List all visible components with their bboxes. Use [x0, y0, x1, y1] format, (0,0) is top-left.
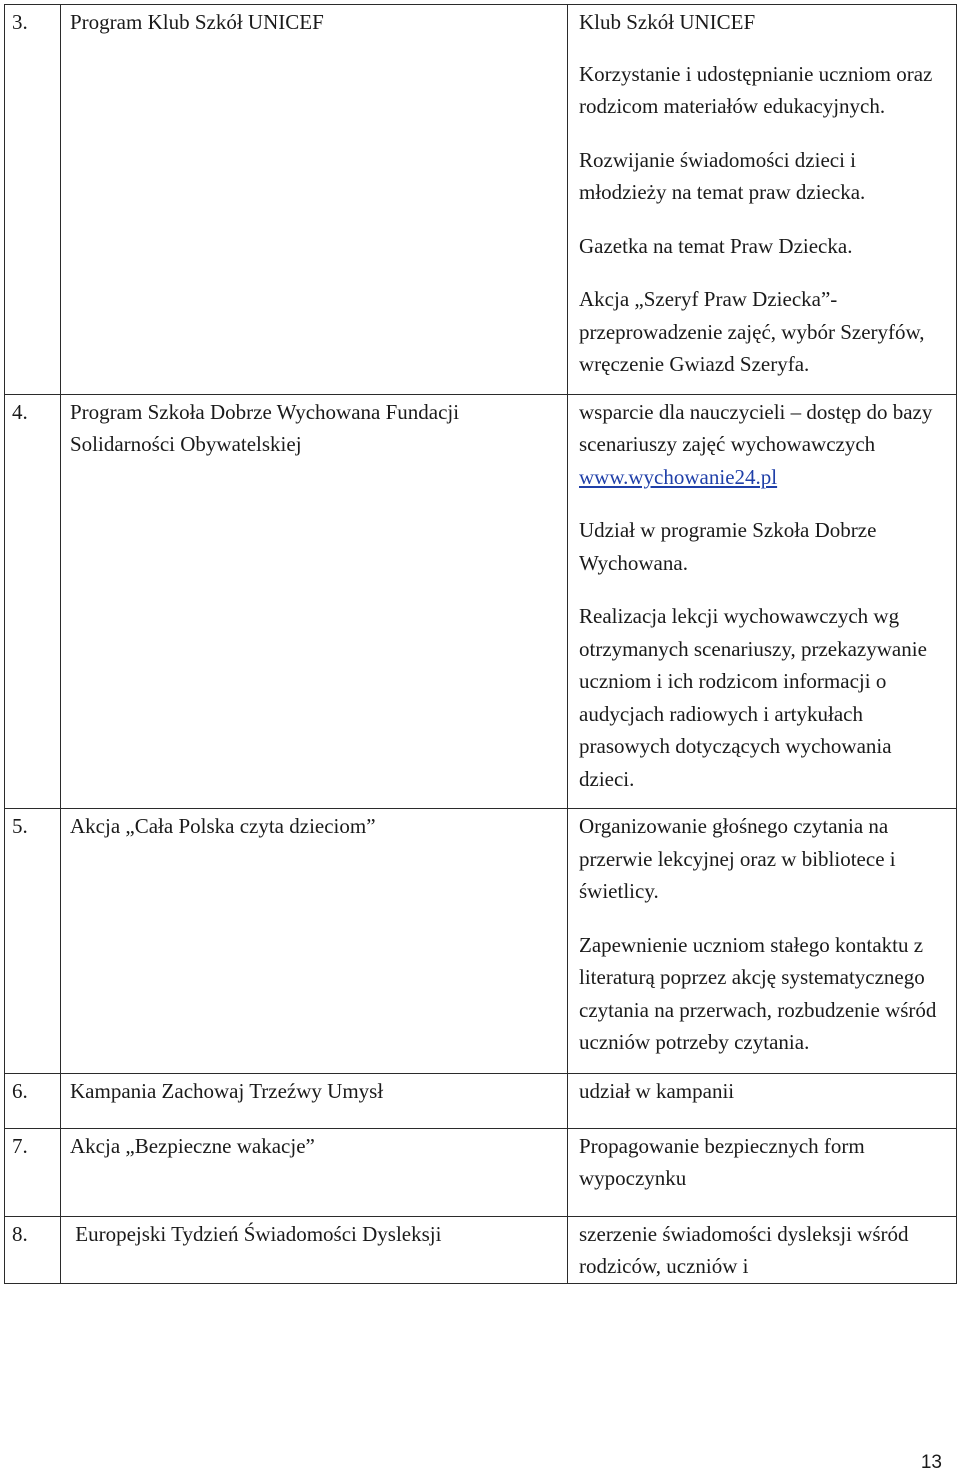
- description-paragraph: [579, 396, 946, 494]
- row-number: 3.: [5, 5, 61, 395]
- program-name: Akcja „Bezpieczne wakacje”: [61, 1128, 568, 1216]
- support-text: wsparcie dla nauczycieli – dostęp do bazy scenariuszy zajęć wychowawczych: [579, 399, 933, 456]
- program-description: [568, 1073, 957, 1128]
- program-name: Program Szkoła Dobrze Wychowana Fundacji Solidarności Obywatelskiej: [61, 394, 568, 809]
- table-row: [5, 5, 957, 395]
- row-number: 4.: [5, 394, 61, 809]
- table-row: [5, 1128, 957, 1216]
- row-number: 7.: [5, 1128, 61, 1216]
- row-number: 8.: [5, 1216, 61, 1283]
- description-paragraph: Zapewnienie uczniom stałego kontaktu z literaturą poprzez akcję systematycznego czytania na przerwach, rozbudzenie wśród uczniów potrzeby czytania.: [579, 932, 937, 1054]
- row-number: 5.: [5, 809, 61, 1074]
- description-paragraph: udział w kampanii: [579, 1078, 735, 1103]
- description-paragraph: Gazetka na temat Praw Dziecka.: [579, 233, 853, 258]
- program-description: [568, 809, 957, 1074]
- description-paragraph: Propagowanie bezpiecznych form wypoczynku: [579, 1133, 865, 1190]
- table-row: [5, 1073, 957, 1128]
- description-paragraph: Rozwijanie świadomości dzieci i młodzieży na temat praw dziecka.: [579, 147, 866, 204]
- program-name: Europejski Tydzień Świadomości Dysleksji: [61, 1216, 568, 1283]
- description-paragraph: Realizacja lekcji wychowawczych wg otrzymanych scenariuszy, przekazywanie uczniom i ich rodzicom informacji o audycjach radiowych i artykułach prasowych dotyczących wychowania dzieci.: [579, 604, 927, 791]
- description-paragraph: Korzystanie i udostępnianie uczniom oraz rodzicom materiałów edukacyjnych.: [579, 61, 933, 118]
- wychowanie24-link[interactable]: www.wychowanie24.pl: [579, 464, 778, 489]
- table-row: [5, 394, 957, 809]
- program-name: Kampania Zachowaj Trzeźwy Umysł: [61, 1073, 568, 1128]
- program-description: [568, 1216, 957, 1283]
- programs-table: [4, 4, 957, 1284]
- description-paragraph: Udział w programie Szkoła Dobrze Wychowana.: [579, 518, 877, 575]
- description-paragraph: Akcja „Szeryf Praw Dziecka”- przeprowadzenie zajęć, wybór Szeryfów, wręczenie Gwiazd Szeryfa.: [579, 287, 925, 376]
- program-name: Akcja „Cała Polska czyta dzieciom”: [61, 809, 568, 1074]
- program-description: [568, 1128, 957, 1216]
- page-number: 13: [920, 1452, 942, 1473]
- table-row: [5, 809, 957, 1074]
- program-description: [568, 5, 957, 395]
- description-paragraph: Klub Szkół UNICEF: [579, 10, 756, 34]
- table-row: [5, 1216, 957, 1283]
- description-paragraph: szerzenie świadomości dysleksji wśród rodziców, uczniów i: [579, 1221, 909, 1278]
- program-name: Program Klub Szkół UNICEF: [61, 5, 568, 395]
- program-description: [568, 394, 957, 809]
- description-paragraph: Organizowanie głośnego czytania na przerwie lekcyjnej oraz w bibliotece i świetlicy.: [579, 814, 896, 903]
- row-number: 6.: [5, 1073, 61, 1128]
